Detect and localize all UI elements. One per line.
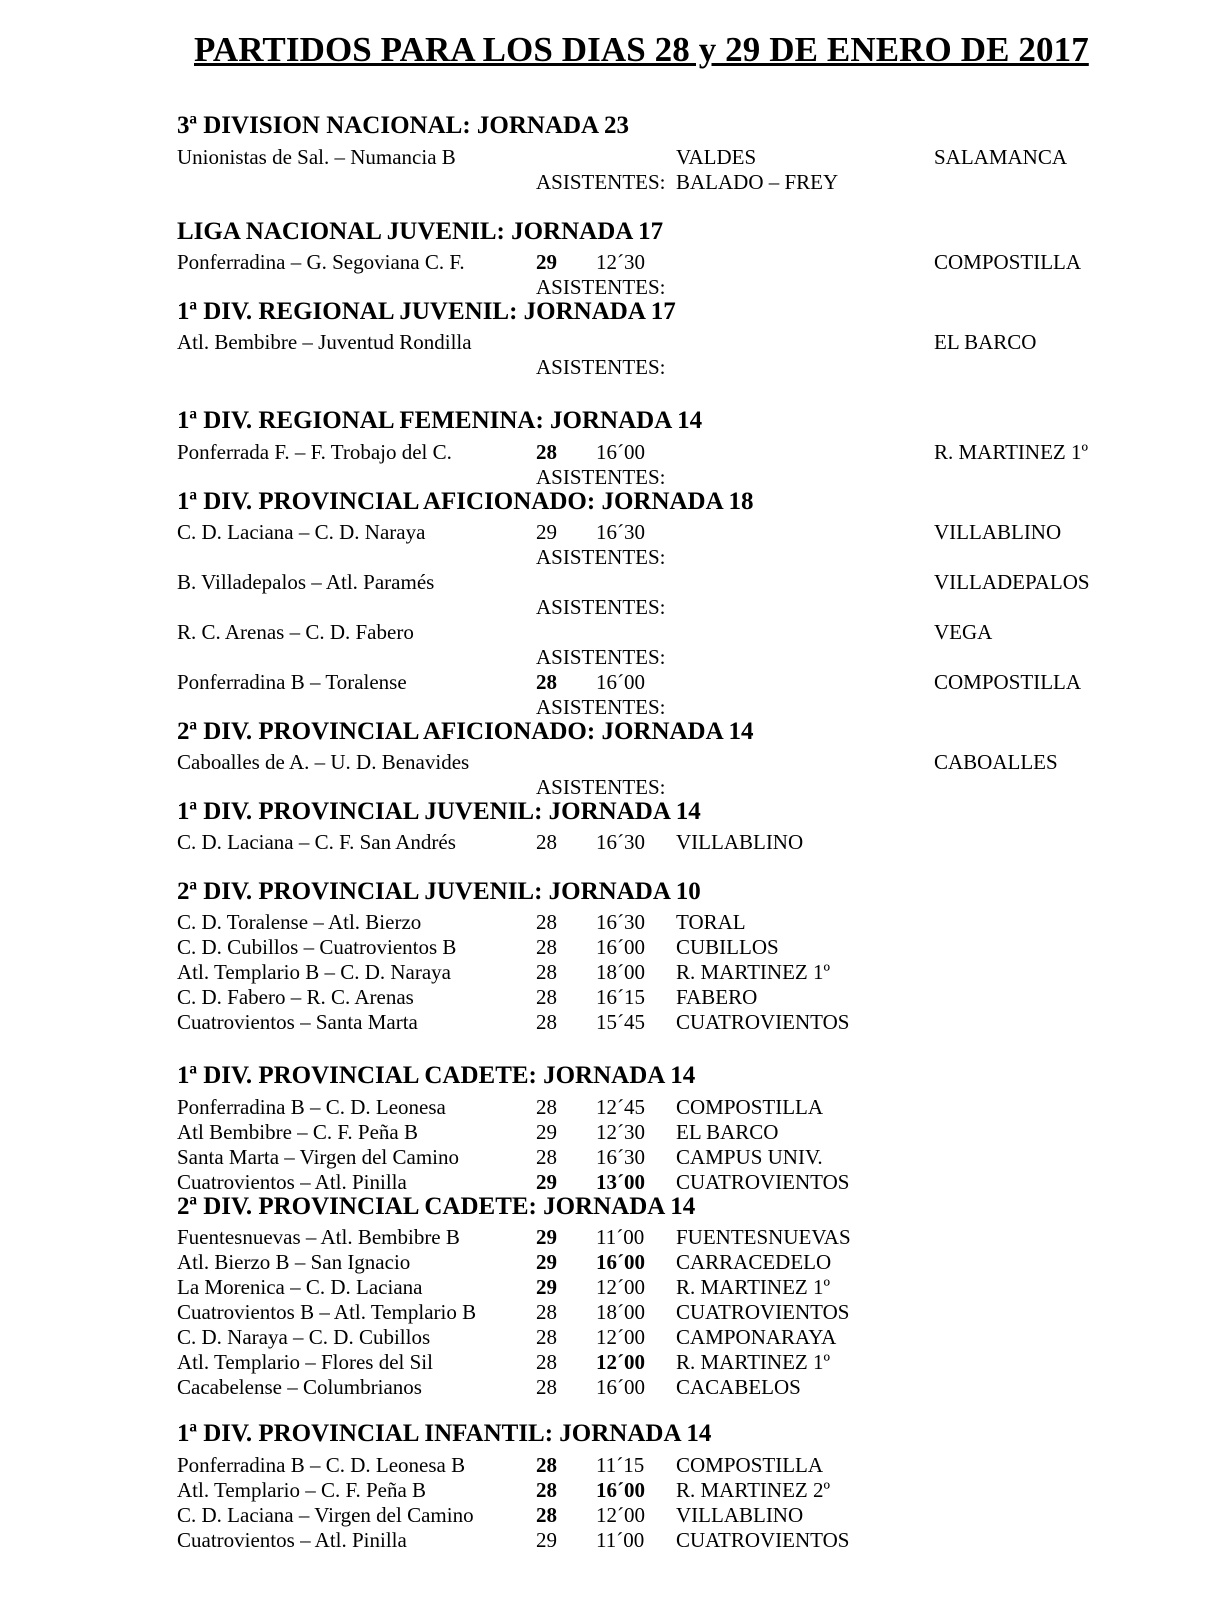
match-day: 28 [536, 1503, 557, 1527]
section-heading [0, 1420, 1219, 1450]
match-teams: Santa Marta – Virgen del Camino [177, 1145, 459, 1169]
match-row [0, 145, 1219, 170]
match-field: FUENTESNUEVAS [676, 1225, 851, 1249]
section-title: 1ª DIV. PROVINCIAL JUVENIL: JORNADA 14 [177, 798, 701, 825]
section-title: 1ª DIV. PROVINCIAL CADETE: JORNADA 14 [177, 1062, 696, 1089]
match-time: 11´15 [596, 1453, 645, 1477]
match-time: 12´00 [596, 1325, 645, 1349]
match-field: CUATROVIENTOS [676, 1528, 850, 1552]
match-field: CUBILLOS [676, 935, 779, 959]
match-teams: C. D. Toralense – Atl. Bierzo [177, 910, 422, 934]
match-teams: Ponferradina B – C. D. Leonesa B [177, 1453, 466, 1477]
match-teams: C. D. Laciana – Virgen del Camino [177, 1503, 474, 1527]
match-time: 11´00 [596, 1528, 645, 1552]
match-teams: C. D. Fabero – R. C. Arenas [177, 985, 414, 1009]
assistants-label: ASISTENTES: [536, 695, 666, 719]
match-field: EL BARCO [676, 1120, 779, 1144]
match-day: 28 [536, 1145, 557, 1169]
match-day: 28 [536, 670, 557, 694]
match-day: 28 [536, 935, 557, 959]
section-heading [0, 112, 1219, 142]
match-day: 28 [536, 1300, 557, 1324]
match-day: 28 [536, 910, 557, 934]
match-time: 16´30 [596, 520, 645, 544]
match-row [0, 1325, 1219, 1350]
match-teams: La Morenica – C. D. Laciana [177, 1275, 423, 1299]
match-row [0, 830, 1219, 855]
match-row [0, 1095, 1219, 1120]
match-field: CAMPONARAYA [676, 1325, 837, 1349]
match-day: 28 [536, 1478, 557, 1502]
assistants-row [0, 775, 1219, 800]
match-row [0, 570, 1219, 595]
match-teams: Cuatrovientos – Atl. Pinilla [177, 1170, 407, 1194]
match-row [0, 440, 1219, 465]
match-field: R. MARTINEZ 1º [676, 960, 830, 984]
match-time: 12´30 [596, 1120, 645, 1144]
section-title: 1ª DIV. PROVINCIAL INFANTIL: JORNADA 14 [177, 1420, 712, 1447]
match-teams: Atl. Bembibre – Juventud Rondilla [177, 330, 472, 354]
match-teams: Atl. Bierzo B – San Ignacio [177, 1250, 411, 1274]
match-time: 16´00 [596, 1250, 645, 1274]
page-title: PARTIDOS PARA LOS DIAS 28 y 29 DE ENERO DE 2017 [194, 30, 1089, 69]
match-field: VALDES [676, 145, 757, 169]
assistants-row [0, 275, 1219, 300]
match-row [0, 960, 1219, 985]
match-day: 29 [536, 1250, 557, 1274]
assistants-label: ASISTENTES: [536, 775, 666, 799]
match-teams: Atl Bembibre – C. F. Peña B [177, 1120, 418, 1144]
match-time: 12´45 [596, 1095, 645, 1119]
match-field: CUATROVIENTOS [676, 1010, 850, 1034]
match-teams: C. D. Laciana – C. F. San Andrés [177, 830, 456, 854]
match-time: 16´00 [596, 935, 645, 959]
match-venue: VILLABLINO [934, 520, 1062, 544]
section-title: 1ª DIV. REGIONAL JUVENIL: JORNADA 17 [177, 298, 676, 325]
match-day: 29 [536, 520, 557, 544]
match-time: 16´00 [596, 1478, 645, 1502]
match-time: 16´30 [596, 910, 645, 934]
section-heading [0, 878, 1219, 908]
match-row [0, 910, 1219, 935]
assistants-label: ASISTENTES: [536, 545, 666, 569]
assistants-label: ASISTENTES: [536, 355, 666, 379]
match-row [0, 935, 1219, 960]
match-row [0, 330, 1219, 355]
match-teams: Fuentesnuevas – Atl. Bembibre B [177, 1225, 460, 1249]
section-title: 2ª DIV. PROVINCIAL CADETE: JORNADA 14 [177, 1193, 696, 1220]
match-day: 28 [536, 985, 557, 1009]
section-heading [0, 298, 1219, 328]
match-field: TORAL [676, 910, 746, 934]
match-row [0, 985, 1219, 1010]
match-time: 16´15 [596, 985, 645, 1009]
match-field: FABERO [676, 985, 758, 1009]
section-heading [0, 718, 1219, 748]
match-venue: EL BARCO [934, 330, 1037, 354]
match-teams: Unionistas de Sal. – Numancia B [177, 145, 456, 169]
match-day: 28 [536, 1095, 557, 1119]
match-day: 29 [536, 250, 557, 274]
match-row [0, 1275, 1219, 1300]
match-venue: COMPOSTILLA [934, 670, 1082, 694]
match-time: 16´00 [596, 1375, 645, 1399]
match-venue: SALAMANCA [934, 145, 1068, 169]
match-row [0, 1350, 1219, 1375]
match-venue: R. MARTINEZ 1º [934, 440, 1088, 464]
match-teams: Cuatrovientos B – Atl. Templario B [177, 1300, 477, 1324]
section-heading [0, 488, 1219, 518]
match-day: 29 [536, 1120, 557, 1144]
match-field: R. MARTINEZ 1º [676, 1275, 830, 1299]
match-time: 12´30 [596, 250, 645, 274]
section-title: 2ª DIV. PROVINCIAL AFICIONADO: JORNADA 14 [177, 718, 754, 745]
match-row [0, 1145, 1219, 1170]
match-field: CACABELOS [676, 1375, 801, 1399]
match-field: R. MARTINEZ 1º [676, 1350, 830, 1374]
assistants-label: ASISTENTES: [536, 465, 666, 489]
assistants-row [0, 645, 1219, 670]
match-time: 16´00 [596, 670, 645, 694]
match-teams: C. D. Cubillos – Cuatrovientos B [177, 935, 457, 959]
match-row [0, 520, 1219, 545]
match-row [0, 1170, 1219, 1195]
match-time: 13´00 [596, 1170, 645, 1194]
section-title: 2ª DIV. PROVINCIAL JUVENIL: JORNADA 10 [177, 878, 701, 905]
match-time: 15´45 [596, 1010, 645, 1034]
match-teams: Ponferradina – G. Segoviana C. F. [177, 250, 465, 274]
match-teams: Cuatrovientos – Santa Marta [177, 1010, 418, 1034]
match-field: R. MARTINEZ 2º [676, 1478, 830, 1502]
match-teams: Atl. Templario B – C. D. Naraya [177, 960, 452, 984]
match-day: 28 [536, 1350, 557, 1374]
match-venue: VEGA [934, 620, 993, 644]
match-time: 16´30 [596, 830, 645, 854]
assistants-row [0, 355, 1219, 380]
match-venue: VILLADEPALOS [934, 570, 1090, 594]
match-day: 28 [536, 1325, 557, 1349]
match-teams: Ponferrada F. – F. Trobajo del C. [177, 440, 452, 464]
section-title: 3ª DIVISION NACIONAL: JORNADA 23 [177, 112, 629, 139]
assistants-row [0, 465, 1219, 490]
match-time: 18´00 [596, 960, 645, 984]
section-heading [0, 218, 1219, 248]
match-field: COMPOSTILLA [676, 1095, 824, 1119]
match-day: 29 [536, 1528, 557, 1552]
match-day: 28 [536, 440, 557, 464]
section-title: LIGA NACIONAL JUVENIL: JORNADA 17 [177, 218, 664, 245]
match-time: 11´00 [596, 1225, 645, 1249]
match-row [0, 1250, 1219, 1275]
match-venue: CABOALLES [934, 750, 1058, 774]
section-heading [0, 407, 1219, 437]
match-time: 16´30 [596, 1145, 645, 1169]
assistants-label: ASISTENTES: [536, 170, 666, 194]
match-teams: Caboalles de A. – U. D. Benavides [177, 750, 470, 774]
match-day: 29 [536, 1225, 557, 1249]
match-time: 12´00 [596, 1350, 645, 1374]
match-row [0, 1478, 1219, 1503]
match-row [0, 1225, 1219, 1250]
assistants-label: ASISTENTES: [536, 645, 666, 669]
assistants-label: ASISTENTES: [536, 275, 666, 299]
match-row [0, 670, 1219, 695]
match-row [0, 1010, 1219, 1035]
match-teams: B. Villadepalos – Atl. Paramés [177, 570, 435, 594]
match-field: CARRACEDELO [676, 1250, 832, 1274]
match-venue: COMPOSTILLA [934, 250, 1082, 274]
assistants-names: BALADO – FREY [676, 170, 839, 194]
match-day: 28 [536, 830, 557, 854]
match-day: 28 [536, 1010, 557, 1034]
match-teams: Ponferradina B – C. D. Leonesa [177, 1095, 446, 1119]
match-field: CUATROVIENTOS [676, 1170, 850, 1194]
section-heading [0, 1193, 1219, 1223]
match-field: VILLABLINO [676, 1503, 804, 1527]
match-day: 28 [536, 960, 557, 984]
match-time: 12´00 [596, 1275, 645, 1299]
match-teams: R. C. Arenas – C. D. Fabero [177, 620, 414, 644]
match-teams: Atl. Templario – Flores del Sil [177, 1350, 433, 1374]
match-day: 29 [536, 1170, 557, 1194]
match-row [0, 1528, 1219, 1553]
section-heading [0, 798, 1219, 828]
match-field: VILLABLINO [676, 830, 804, 854]
match-teams: C. D. Naraya – C. D. Cubillos [177, 1325, 431, 1349]
match-row [0, 1453, 1219, 1478]
assistants-row [0, 595, 1219, 620]
match-row [0, 1375, 1219, 1400]
match-field: CUATROVIENTOS [676, 1300, 850, 1324]
match-row [0, 620, 1219, 645]
assistants-row [0, 170, 1219, 195]
match-teams: Cuatrovientos – Atl. Pinilla [177, 1528, 407, 1552]
match-row [0, 1503, 1219, 1528]
match-teams: C. D. Laciana – C. D. Naraya [177, 520, 426, 544]
match-field: COMPOSTILLA [676, 1453, 824, 1477]
match-row [0, 1120, 1219, 1145]
match-teams: Atl. Templario – C. F. Peña B [177, 1478, 427, 1502]
match-day: 28 [536, 1453, 557, 1477]
assistants-label: ASISTENTES: [536, 595, 666, 619]
match-row [0, 250, 1219, 275]
section-heading [0, 1062, 1219, 1092]
assistants-row [0, 545, 1219, 570]
section-title: 1ª DIV. PROVINCIAL AFICIONADO: JORNADA 18 [177, 488, 754, 515]
match-teams: Cacabelense – Columbrianos [177, 1375, 422, 1399]
match-day: 29 [536, 1275, 557, 1299]
section-title: 1ª DIV. REGIONAL FEMENINA: JORNADA 14 [177, 407, 703, 434]
match-row [0, 1300, 1219, 1325]
match-teams: Ponferradina B – Toralense [177, 670, 407, 694]
match-time: 12´00 [596, 1503, 645, 1527]
match-time: 18´00 [596, 1300, 645, 1324]
match-day: 28 [536, 1375, 557, 1399]
match-field: CAMPUS UNIV. [676, 1145, 823, 1169]
match-row [0, 750, 1219, 775]
match-time: 16´00 [596, 440, 645, 464]
assistants-row [0, 695, 1219, 720]
